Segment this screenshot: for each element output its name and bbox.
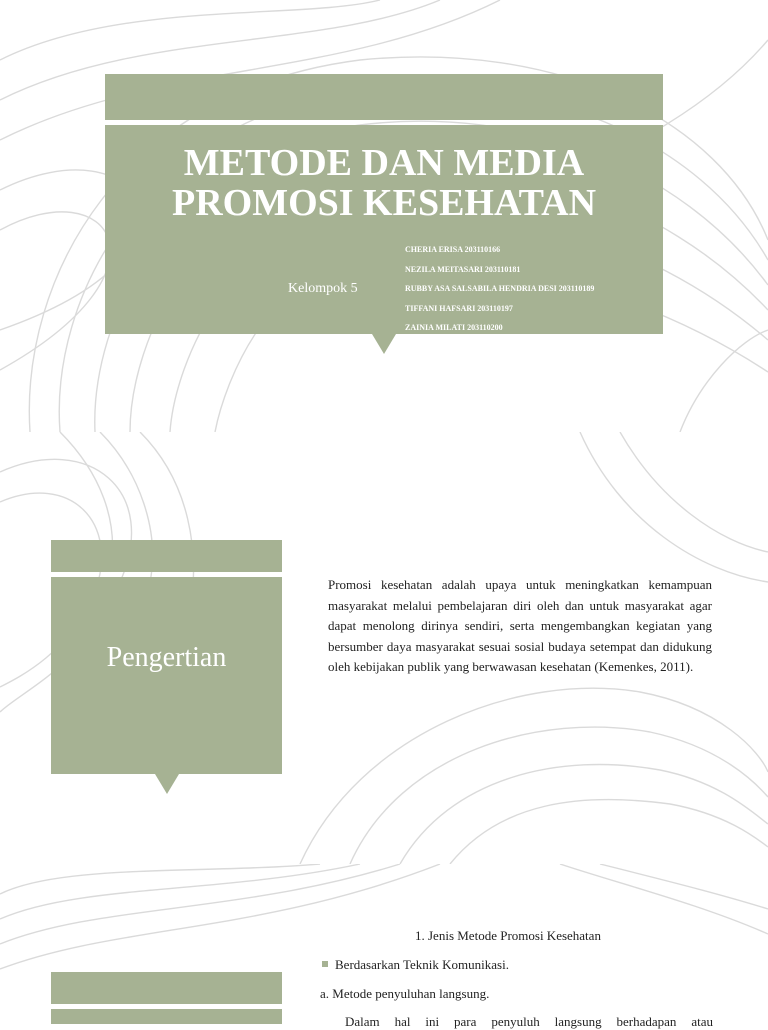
member-item: ZAINIA MILATI 203110200 [405, 323, 503, 332]
section-box [51, 577, 282, 774]
member-item: NEZILA MEITASARI 203110181 [405, 264, 521, 274]
title-accent-bar [105, 74, 663, 120]
definition-paragraph: Promosi kesehatan adalah upaya untuk meningkatkan kemampuan masyarakat melalui pembelajaran diri oleh dan untuk masyarakat agar dapat menolong dirinya sendiri, serta mengembangkan kegiatan yang bersumber daya masyarakat sesuai sosial budaya setempat dan didukung oleh kebijakan publik yang berwawasan kesehatan (Kemenkes, 2011). [328, 577, 712, 674]
section-heading: 1. Jenis Metode Promosi Kesehatan [415, 928, 601, 943]
title-line-1: METODE DAN MEDIA [183, 142, 585, 184]
title-line-2: PROMOSI KESEHATAN [171, 182, 597, 224]
member-item: CHERIA ERISA 203110166 [405, 245, 501, 254]
title-slide [0, 0, 768, 432]
member-item: RUBBY ASA SALSABILA HENDRIA DESI 203110189 [405, 284, 595, 293]
section-accent-bar [51, 972, 282, 1004]
section-box-pointer [155, 774, 179, 794]
bullet-text: Berdasarkan Teknik Komunikasi. [335, 957, 509, 972]
bullet-marker [322, 961, 328, 967]
title-box-pointer [372, 334, 396, 354]
section-title: Pengertian [106, 642, 227, 673]
section-box [51, 1009, 282, 1024]
member-list [405, 240, 594, 338]
sub-item: a. Metode penyuluhan langsung. [320, 986, 490, 1001]
section-accent-bar [51, 540, 282, 572]
member-item: TIFFANI HAFSARI 203110197 [405, 303, 513, 313]
body-text-partial: Dalam hal ini para penyuluh langsung berhadapan atau [345, 1014, 713, 1029]
page-title [105, 143, 663, 223]
group-label: Kelompok 5 [288, 281, 358, 296]
